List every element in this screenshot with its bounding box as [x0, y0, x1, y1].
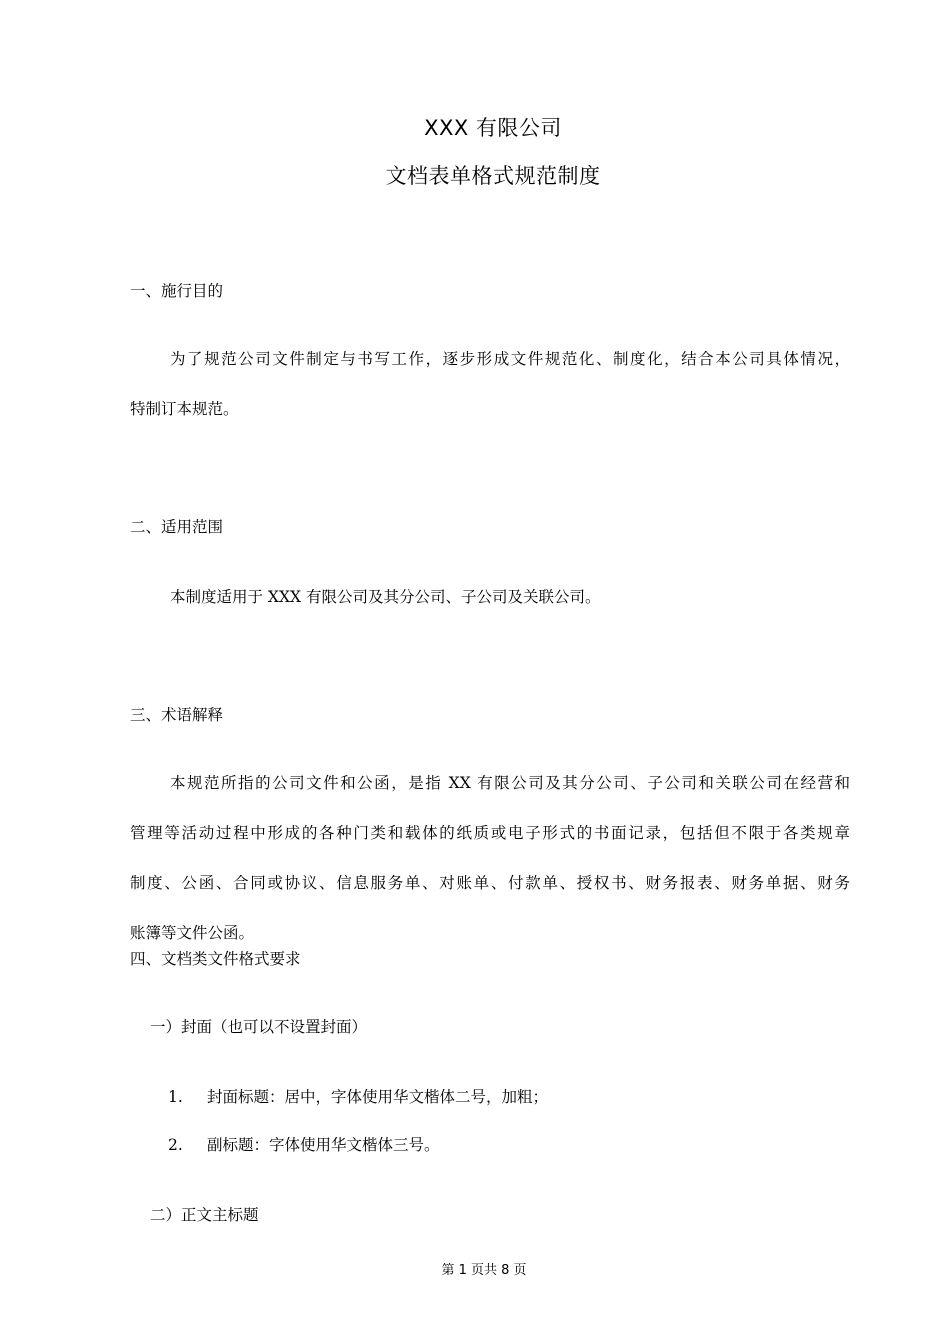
section-1-paragraph-line-2: 特制订本规范。 [130, 400, 239, 418]
section-1-paragraph-line-1: 为了规范公司文件制定与书写工作，逐步形成文件规范化、制度化，结合本公司具体情况， [170, 350, 850, 368]
section-4-subheading-1: 一）封面（也可以不设置封面） [150, 1018, 368, 1036]
document-title: 文档表单格式规范制度 [385, 164, 601, 188]
company-title: XXX 有限公司 [424, 116, 562, 140]
section-3-heading: 三、术语解释 [130, 706, 224, 724]
section-3-paragraph-line-4: 账簿等文件公函。 [130, 924, 255, 942]
section-4-subheading-2: 二）正文主标题 [150, 1206, 259, 1224]
page-footer: 第 1 页共 8 页 [441, 1263, 527, 1278]
section-4-heading: 四、文档类文件格式要求 [130, 950, 301, 968]
section-3-paragraph-line-2: 管理等活动过程中形成的各种门类和载体的纸质或电子形式的书面记录，包括但不限于各类规章 [130, 824, 850, 842]
section-2-heading: 二、适用范围 [130, 518, 224, 536]
list-item-text: 副标题：字体使用华文楷体三号。 [207, 1136, 440, 1154]
list-item-number: 1. [168, 1088, 183, 1106]
list-item-text: 封面标题：居中，字体使用华文楷体二号，加粗； [207, 1088, 549, 1106]
list-item-number: 2. [168, 1136, 183, 1154]
section-2-paragraph: 本制度适用于 XXX 有限公司及其分公司、子公司及关联公司。 [170, 588, 601, 606]
section-3-paragraph-line-1: 本规范所指的公司文件和公函，是指 XX 有限公司及其分公司、子公司和关联公司在经营和 [170, 774, 850, 792]
section-3-paragraph-line-3: 制度、公函、合同或协议、信息服务单、对账单、付款单、授权书、财务报表、财务单据、财务 [130, 874, 850, 892]
section-1-heading: 一、施行目的 [130, 282, 224, 300]
